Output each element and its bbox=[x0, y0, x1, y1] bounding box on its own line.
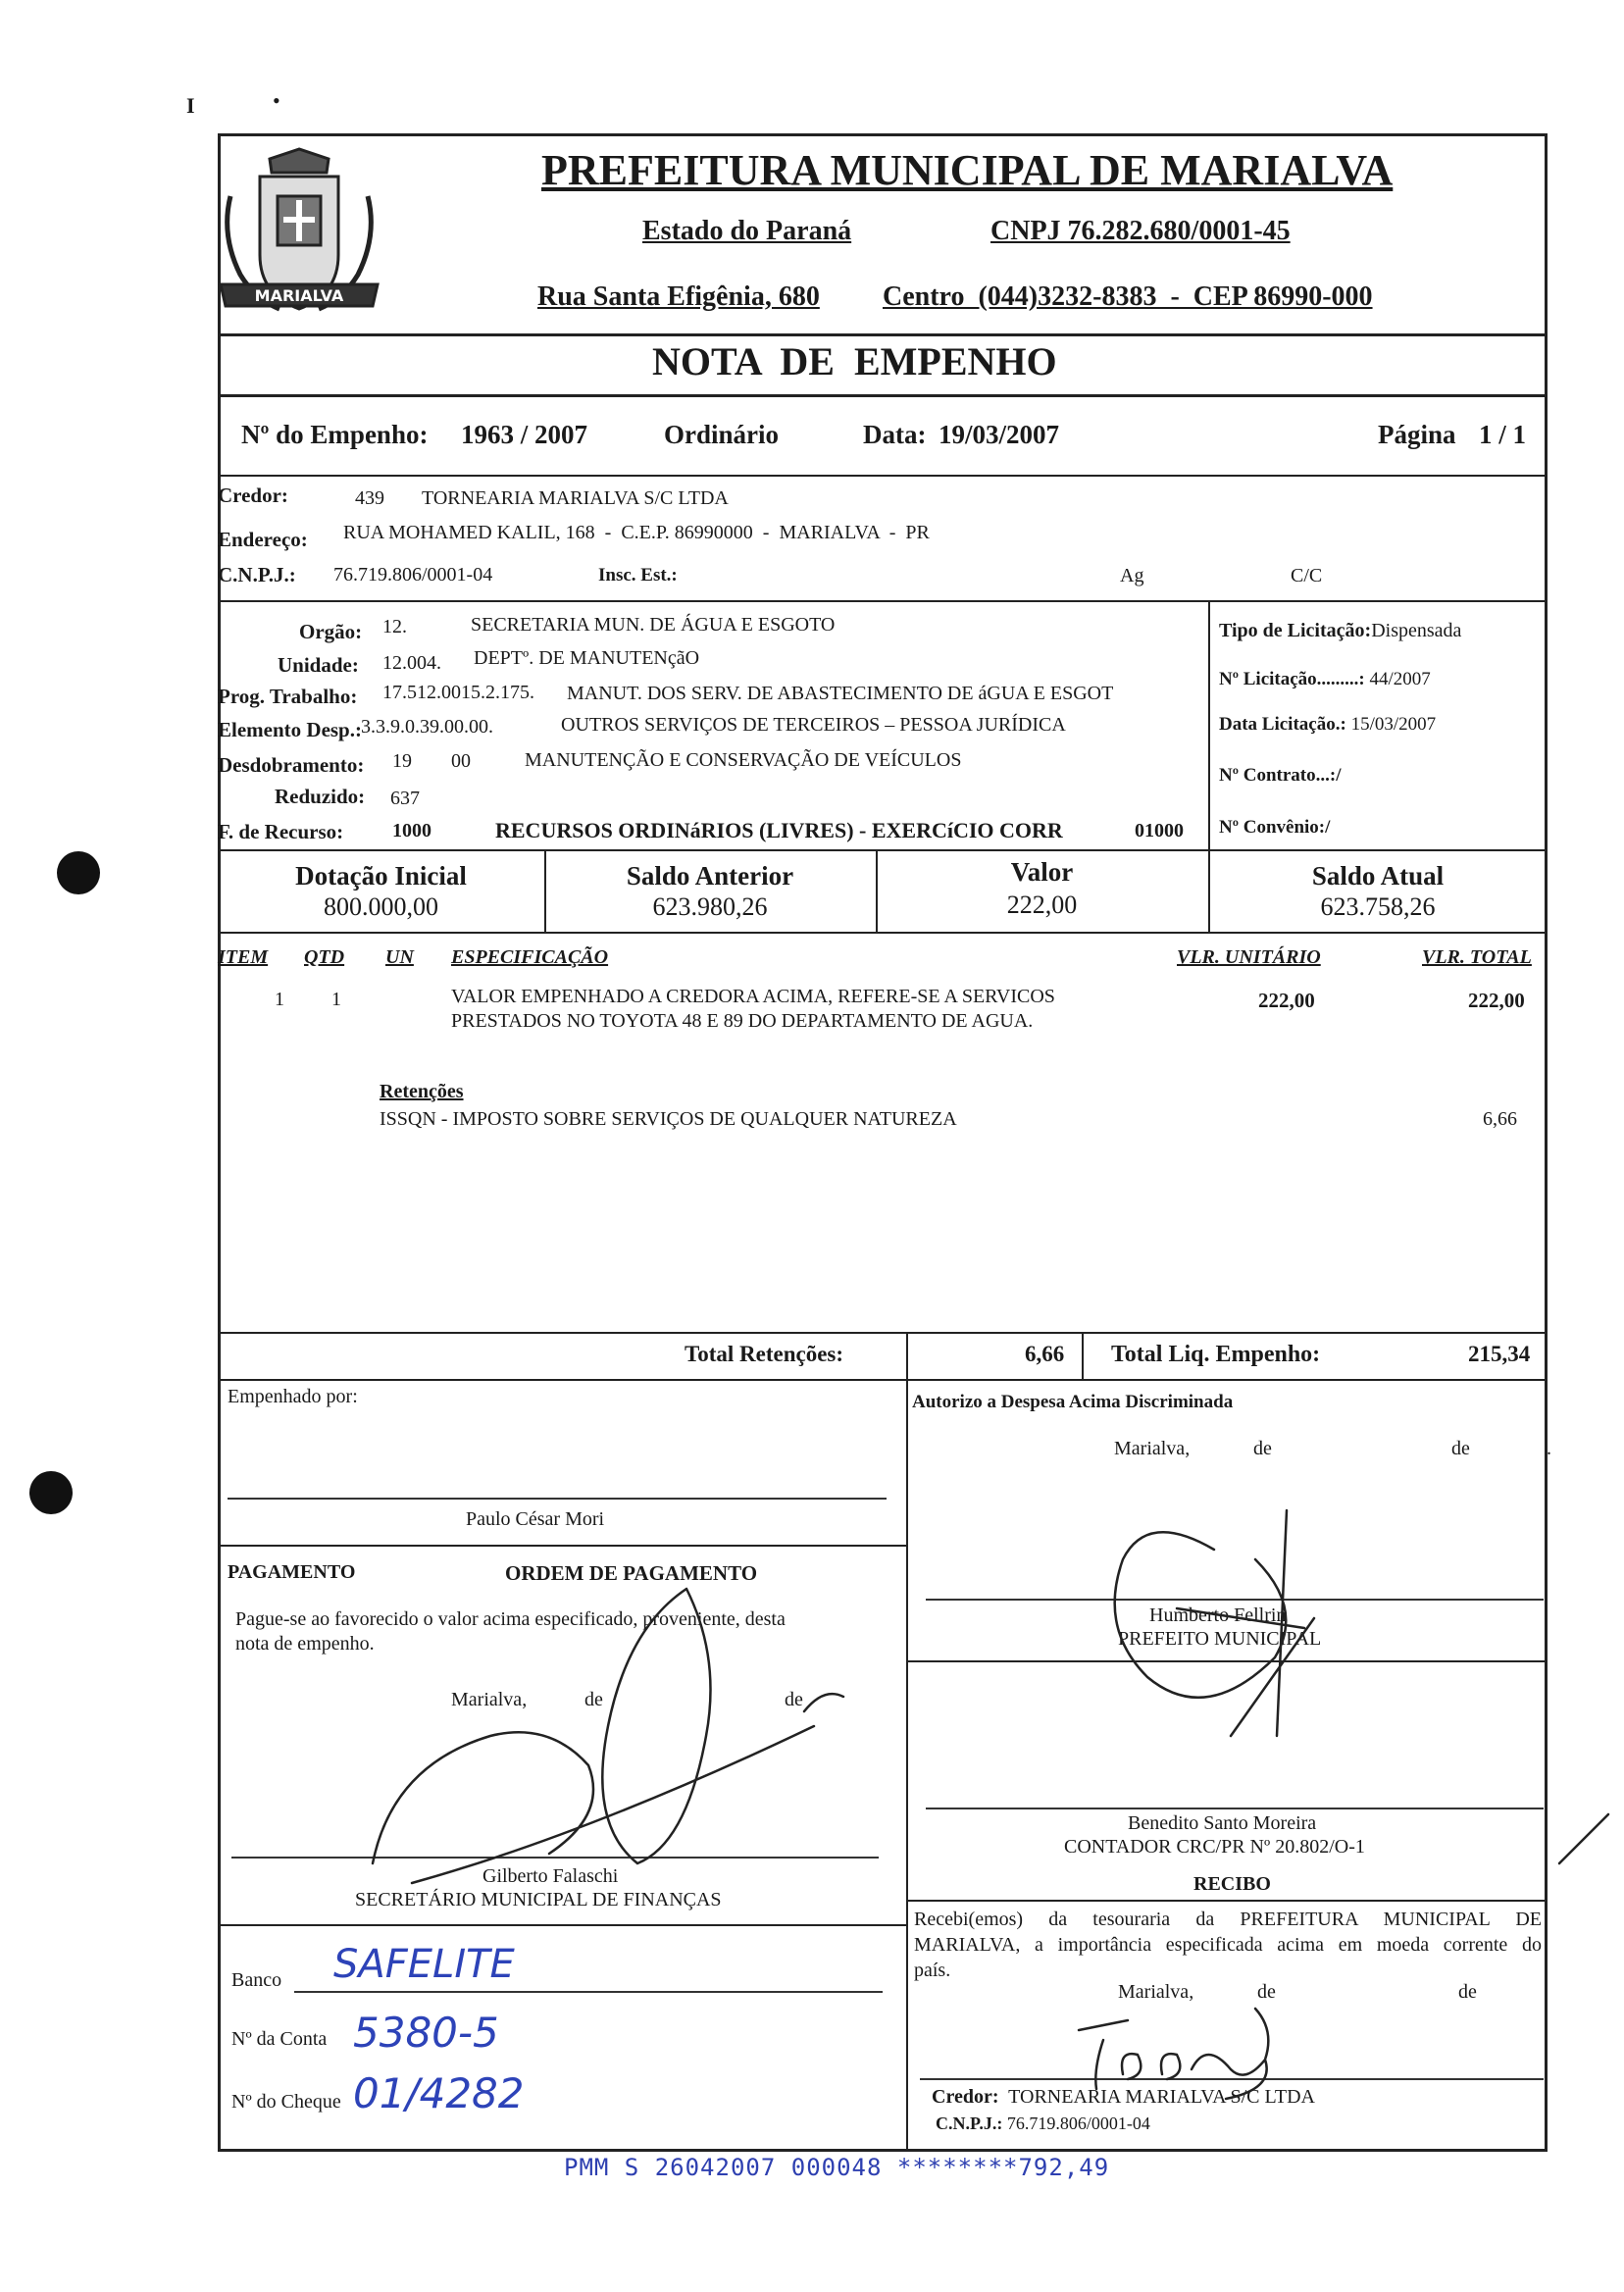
header-title: PREFEITURA MUNICIPAL DE MARIALVA bbox=[541, 146, 1394, 194]
item-number: 1 bbox=[275, 989, 284, 1010]
item-qtd: 1 bbox=[331, 989, 341, 1010]
secretario-name: Gilberto Falaschi bbox=[482, 1865, 619, 1887]
empenhado-label: Empenhado por: bbox=[228, 1386, 358, 1407]
margin-stroke bbox=[1559, 1814, 1608, 1863]
recibo-credor: Credor: TORNEARIA MARIALVA S/C LTDA bbox=[932, 2086, 1315, 2108]
credor-label: Credor: bbox=[218, 484, 288, 507]
scan-mark-dot: • bbox=[273, 88, 280, 113]
pagamento-de-1: de bbox=[584, 1689, 603, 1710]
saldo-anterior-value: 623.980,26 bbox=[652, 892, 768, 921]
credor-signature bbox=[1079, 2009, 1268, 2099]
header-cnpj: CNPJ 76.282.680/0001-45 bbox=[990, 216, 1291, 246]
col-item: ITEM bbox=[218, 946, 269, 968]
recibo-city: Marialva, bbox=[1118, 1981, 1194, 2003]
empenho-date-label: Data: bbox=[863, 420, 927, 449]
valor-label: Valor bbox=[1010, 857, 1074, 887]
prog-trabalho-name: MANUT. DOS SERV. DE ABASTECIMENTO DE áGUA E ESGOT bbox=[567, 683, 1114, 704]
retencoes-label: Retenções bbox=[380, 1081, 464, 1102]
valor-value: 222,00 bbox=[1006, 891, 1078, 919]
reduzido-value: 637 bbox=[390, 788, 420, 809]
prog-trabalho-label: Prog. Trabalho: bbox=[218, 685, 358, 708]
item-desc-line1: VALOR EMPENHADO A CREDORA ACIMA, REFERE-SE A SERVICOS bbox=[451, 986, 1055, 1007]
recibo-cnpj: C.N.P.J.: 76.719.806/0001-04 bbox=[936, 2114, 1150, 2133]
recurso-code: 1000 bbox=[392, 820, 431, 841]
tipo-licitacao: Tipo de Licitação:Dispensada bbox=[1219, 620, 1462, 641]
saldo-atual-label: Saldo Atual bbox=[1311, 861, 1445, 891]
unidade-label: Unidade: bbox=[278, 653, 359, 677]
ag-label: Ag bbox=[1120, 565, 1144, 586]
credor-name: TORNEARIA MARIALVA S/C LTDA bbox=[422, 487, 729, 509]
secretario-signature bbox=[373, 1589, 843, 1883]
pagamento-text-2: nota de empenho. bbox=[235, 1633, 375, 1655]
cheque-handwritten: 01/4282 bbox=[353, 2069, 525, 2117]
address-label: Endereço: bbox=[218, 528, 308, 551]
pagamento-text-1: Pague-se ao favorecido o valor acima especificado, proveniente, desta bbox=[235, 1608, 786, 1630]
page-number: 1 / 1 bbox=[1479, 420, 1527, 449]
orgao-name: SECRETARIA MUN. DE ÁGUA E ESGOTO bbox=[471, 614, 836, 636]
credor-address: RUA MOHAMED KALIL, 168 - C.E.P. 86990000 - MARIALVA - PR bbox=[343, 522, 930, 543]
ordem-pagamento-label: ORDEM DE PAGAMENTO bbox=[505, 1561, 758, 1585]
desdobramento-a: 19 bbox=[392, 750, 412, 772]
item-unit-value: 222,00 bbox=[1258, 989, 1315, 1012]
recibo-label: RECIBO bbox=[1193, 1873, 1271, 1895]
prog-trabalho-code: 17.512.0015.2.175. bbox=[382, 682, 534, 703]
elemento-code: 3.3.9.0.39.00.00. bbox=[361, 716, 493, 738]
credor-cnpj: 76.719.806/0001-04 bbox=[333, 564, 493, 586]
reduzido-label: Reduzido: bbox=[275, 785, 366, 808]
recibo-text-2: MARIALVA, a importância especificada acima em moeda corrente do bbox=[914, 1934, 1542, 1956]
credor-code: 439 bbox=[355, 487, 384, 509]
banco-label: Banco bbox=[231, 1969, 282, 1991]
recurso-number: 01000 bbox=[1135, 820, 1184, 841]
contrato-number: Nº Contrato...:/ bbox=[1219, 765, 1342, 786]
recibo-de-2: de bbox=[1458, 1981, 1477, 2003]
footer-print-code: PMM S 26042007 000048 ********792,49 bbox=[564, 2154, 1110, 2181]
total-retencoes-value: 6,66 bbox=[1025, 1342, 1065, 1366]
empenho-number: 1963 / 2007 bbox=[461, 420, 588, 449]
document-title: NOTA DE EMPENHO bbox=[652, 339, 1057, 383]
data-licitacao: Data Licitação.: 15/03/2007 bbox=[1219, 714, 1437, 735]
contador-title: CONTADOR CRC/PR Nº 20.802/O-1 bbox=[1064, 1836, 1365, 1858]
unidade-name: DEPTº. DE MANUTENçãO bbox=[474, 647, 700, 669]
convenio-number: Nº Convênio:/ bbox=[1219, 817, 1331, 838]
numero-licitacao: Nº Licitação.........: 44/2007 bbox=[1219, 669, 1431, 689]
item-desc-line2: PRESTADOS NO TOYOTA 48 E 89 DO DEPARTAMENTO DE AGUA. bbox=[451, 1010, 1034, 1032]
desdobramento-name: MANUTENÇÃO E CONSERVAÇÃO DE VEÍCULOS bbox=[525, 749, 962, 771]
empenho-date: 19/03/2007 bbox=[939, 420, 1060, 449]
secretario-title: SECRETÁRIO MUNICIPAL DE FINANÇAS bbox=[355, 1889, 722, 1910]
contador-name: Benedito Santo Moreira bbox=[1128, 1812, 1317, 1834]
header-state: Estado do Paraná bbox=[642, 216, 852, 246]
recurso-name: RECURSOS ORDINáRIOS (LIVRES) - EXERCíCIO CORR bbox=[495, 818, 1063, 842]
scan-mark: I bbox=[186, 93, 195, 118]
col-un: UN bbox=[385, 946, 414, 968]
autorizo-period: . bbox=[1547, 1438, 1551, 1459]
prefeito-name: Humberto Fellrin bbox=[1149, 1604, 1287, 1626]
cc-label: C/C bbox=[1291, 565, 1323, 586]
cheque-label: Nº do Cheque bbox=[231, 2091, 341, 2113]
col-vlr-unitario: VLR. UNITÁRIO bbox=[1177, 946, 1321, 968]
banco-handwritten: SAFELITE bbox=[333, 1942, 515, 1987]
autorizo-city: Marialva, bbox=[1114, 1438, 1191, 1459]
total-liquido-value: 215,34 bbox=[1468, 1342, 1531, 1366]
header-contact: Centro (044)3232-8383 - CEP 86990-000 bbox=[883, 281, 1373, 312]
conta-handwritten: 5380-5 bbox=[353, 2009, 499, 2057]
dotacao-inicial-label: Dotação Inicial bbox=[295, 861, 467, 891]
empenho-number-label: Nº do Empenho: bbox=[241, 420, 429, 449]
desdobramento-b: 00 bbox=[451, 750, 471, 772]
page-label: Página bbox=[1378, 420, 1456, 449]
recibo-text-3: país. bbox=[914, 1960, 951, 1981]
recurso-label: F. de Recurso: bbox=[218, 820, 344, 843]
saldo-atual-value: 623.758,26 bbox=[1320, 892, 1436, 921]
orgao-code: 12. bbox=[382, 616, 407, 637]
header-address: Rua Santa Efigênia, 680 bbox=[537, 281, 820, 312]
elemento-name: OUTROS SERVIÇOS DE TERCEIROS – PESSOA JURÍDICA bbox=[561, 714, 1066, 736]
unidade-code: 12.004. bbox=[382, 652, 441, 674]
retencao-value: 6,66 bbox=[1483, 1108, 1517, 1130]
autorizo-de-2: de bbox=[1451, 1438, 1470, 1459]
prefeito-signature bbox=[1115, 1510, 1314, 1736]
recibo-de-1: de bbox=[1257, 1981, 1276, 2003]
empenhado-name: Paulo César Mori bbox=[466, 1508, 605, 1530]
saldo-anterior-label: Saldo Anterior bbox=[626, 861, 794, 891]
desdobramento-label: Desdobramento: bbox=[218, 753, 365, 777]
total-liquido-label: Total Liq. Empenho: bbox=[1111, 1342, 1321, 1367]
recibo-text-1: Recebi(emos) da tesouraria da PREFEITURA MUNICIPAL DE bbox=[914, 1909, 1542, 1930]
orgao-label: Orgão: bbox=[299, 620, 363, 643]
autorizo-de-1: de bbox=[1253, 1438, 1272, 1459]
svg-text:MARIALVA: MARIALVA bbox=[254, 286, 344, 305]
prefeito-title: PREFEITO MUNICIPAL bbox=[1118, 1628, 1322, 1650]
item-total-value: 222,00 bbox=[1468, 989, 1525, 1012]
insc-est-label: Insc. Est.: bbox=[598, 565, 678, 586]
pagamento-de-2: de bbox=[785, 1689, 803, 1710]
dotacao-inicial-value: 800.000,00 bbox=[324, 892, 438, 921]
empenho-type: Ordinário bbox=[664, 420, 780, 449]
cnpj-label: C.N.P.J.: bbox=[218, 563, 296, 586]
pagamento-label: PAGAMENTO bbox=[228, 1561, 356, 1583]
total-retencoes-label: Total Retenções: bbox=[685, 1342, 844, 1366]
col-vlr-total: VLR. TOTAL bbox=[1422, 946, 1532, 968]
retencao-description: ISSQN - IMPOSTO SOBRE SERVIÇOS DE QUALQUER NATUREZA bbox=[380, 1108, 957, 1130]
pagamento-city: Marialva, bbox=[451, 1689, 528, 1710]
elemento-label: Elemento Desp.: bbox=[218, 718, 362, 741]
conta-label: Nº da Conta bbox=[231, 2028, 328, 2050]
autorizo-label: Autorizo a Despesa Acima Discriminada bbox=[912, 1392, 1234, 1412]
col-qtd: QTD bbox=[304, 946, 345, 968]
col-especificacao: ESPECIFICAÇÃO bbox=[451, 946, 609, 968]
